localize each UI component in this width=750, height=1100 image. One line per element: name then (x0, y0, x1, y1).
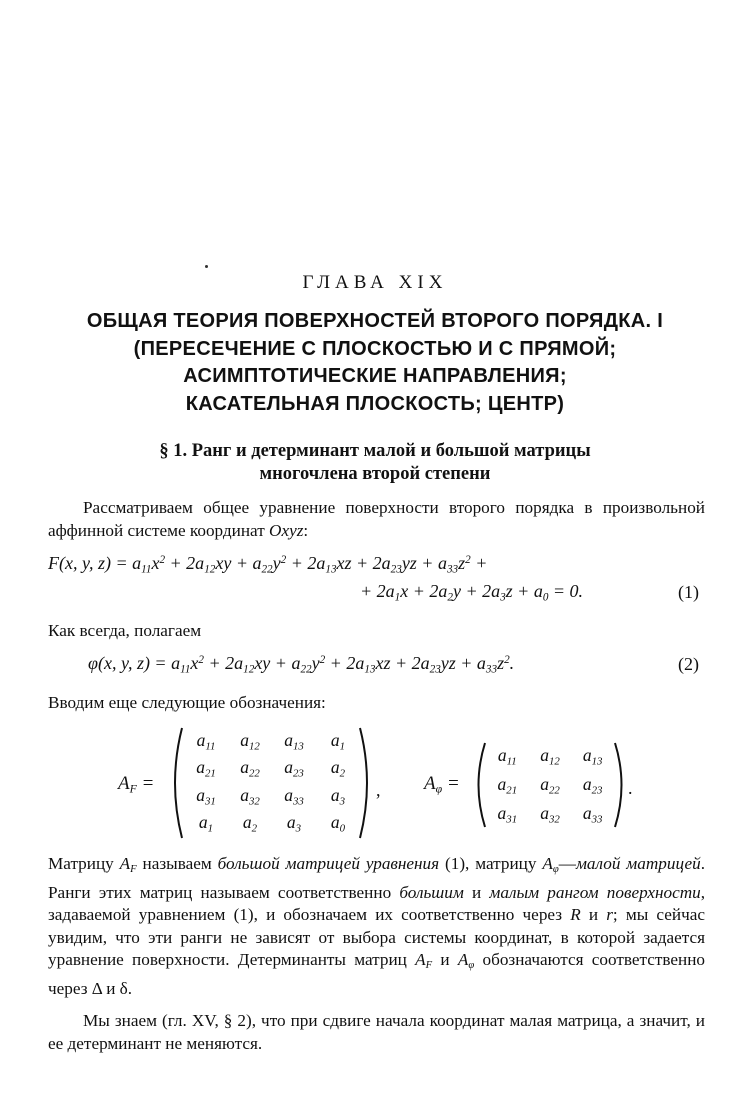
matrix-small (486, 742, 614, 828)
matrix-cell: $a_1$ (198, 812, 214, 835)
matrix-cell: $a_{33}$ (582, 802, 603, 825)
equation-1-line1: F(x, y, $z) = a_{11}x^2 + 2a_{12}xy + a_{22}y^2 + 2a_{13}xz + 2a_{23}yz + a_{33}z^2$ + (48, 553, 488, 576)
matrix-cell: $a_1$ (330, 729, 346, 752)
paragraph-text: Рассматриваем общее уравнение поверхности второго порядка в произвольной аффинной системе координат (48, 498, 705, 540)
matrix-cell: $a_{31}$ (196, 784, 216, 807)
section-line: § 1. Ранг и детерминант малой и большой матрицы (159, 441, 591, 461)
matrix-cell: $a_{23}$ (284, 757, 304, 780)
matrix-cell: $a_{21}$ (196, 757, 216, 780)
matrix-big (184, 727, 360, 837)
equation-1-line2: + $2a_1x + 2a_2y + 2a_3z + a_0 = 0$. (360, 581, 584, 604)
chapter-title (0, 308, 750, 418)
matrix-cell: $a_{31}$ (497, 802, 518, 825)
section-line: многочлена второй степени (259, 464, 491, 484)
matrix-cell: $a_{11}$ (196, 729, 216, 752)
matrix-big-right-paren (356, 725, 376, 841)
matrix-small-label: $A_\varphi$ = (424, 773, 460, 796)
title-line: ОБЩАЯ ТЕОРИЯ ПОВЕРХНОСТЕЙ ВТОРОГО ПОРЯДКА. I (86, 310, 664, 332)
matrix-cell: $a_{12}$ (540, 745, 560, 768)
matrix-cell: $a_0$ (330, 812, 346, 835)
matrix-cell: $a_{32}$ (540, 802, 560, 825)
matrix-cell: $a_3$ (330, 784, 346, 807)
paragraph-intro (48, 497, 705, 542)
equation-2: φ(x, y, $z) = a_{11}x^2 + 2a_{12}xy + a_{22}y^2 + 2a_{13}xz + 2a_{23}yz + a_{33}z^2$. (88, 653, 515, 676)
comma: , (376, 780, 381, 800)
matrix-cell: $a_{13}$ (582, 745, 603, 768)
matrix-cell: $a_{23}$ (582, 773, 603, 797)
matrix-cell: $a_3$ (286, 812, 302, 835)
matrix-cell: $a_{13}$ (284, 729, 304, 752)
paragraph-as-always: Как всегда, полагаем (48, 621, 202, 640)
matrix-cell: $a_{22}$ (540, 773, 560, 797)
title-line: (ПЕРЕСЕЧЕНИЕ С ПЛОСКОСТЬЮ И С ПРЯМОЙ; (133, 337, 617, 360)
equation-1-number: (1) (678, 582, 699, 602)
paragraph-shift: Мы знаем (гл. XV, § 2), что при сдвиге начала координат малая матрица, а значит, и ее детерминант не меняются. (48, 1011, 705, 1053)
period: . (628, 778, 633, 798)
equation-2-number: (2) (678, 654, 699, 674)
matrix-cell: $a_{22}$ (240, 757, 260, 780)
matrix-cell: $a_2$ (242, 812, 258, 835)
matrix-big-label: $A_F$ = (118, 773, 155, 796)
chapter-heading: ГЛАВА XIX (302, 272, 448, 293)
paragraph-notation: Вводим еще следующие обозначения: (48, 693, 326, 712)
matrix-big-left-paren (166, 725, 186, 841)
stray-dot (205, 265, 208, 268)
matrix-cell: $a_{12}$ (240, 729, 260, 752)
punctuation: : (303, 520, 309, 540)
matrix-cell: $a_2$ (330, 757, 346, 780)
title-line: АСИМПТОТИЧЕСКИЕ НАПРАВЛЕНИЯ; (183, 365, 567, 387)
matrix-cell: $a_{11}$ (497, 745, 517, 768)
matrix-cell: $a_{32}$ (240, 784, 260, 807)
paragraph-definitions: Матрицу $A_F$ называем большой матрицей уравнения (1), матрицу $A_\varphi—малой$ матрицей. Ранги этих матриц называем соответственно большим и малым рангом поверхности, задаваемой уравнением (1), и обозначаем их соответственно через R и r; мы сейчас увидим, что эти ранги не зависят от выбора системы координат, в которой задается уравнение поверхности. Детерминанты матриц $A_F$ и $A_\varphi$ обозначаются соответственно через Δ и δ. (48, 854, 705, 998)
matrix-cell: $a_{21}$ (497, 773, 518, 797)
matrix-cell: $a_{33}$ (284, 784, 304, 807)
title-line: КАСАТЕЛЬНАЯ ПЛОСКОСТЬ; ЦЕНТР) (185, 392, 565, 415)
section-heading (0, 440, 750, 486)
coordinate-system: Oxyz (269, 520, 304, 540)
